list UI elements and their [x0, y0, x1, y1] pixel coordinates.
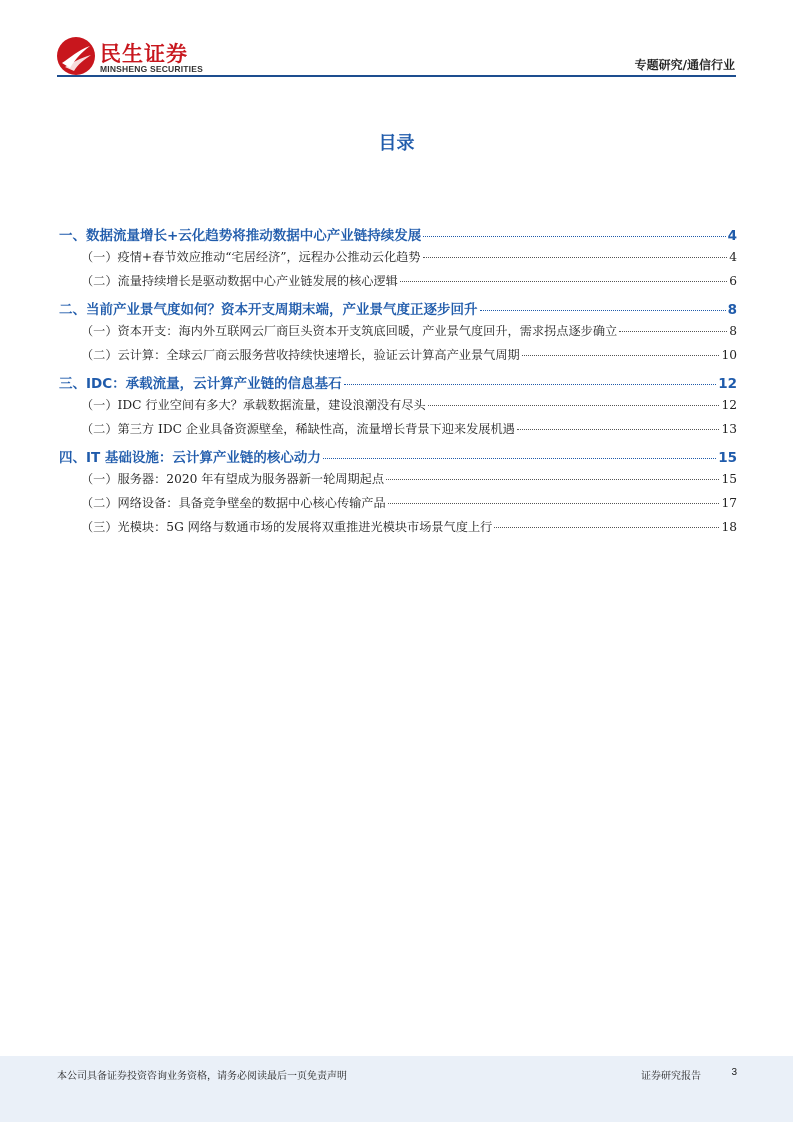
- toc-page-number: 8: [727, 302, 737, 318]
- toc-subsection-title: （二）流量持续增长是驱动数据中心产业链发展的核心逻辑: [81, 274, 398, 288]
- toc-page-number: 8: [729, 324, 737, 338]
- toc-page-number: 4: [727, 228, 737, 244]
- report-category: 专题研究/通信行业: [634, 58, 735, 72]
- toc-subsection-title: （二）云计算：全球云厂商云服务营收持续快速增长，验证云计算高产业景气周期: [81, 348, 520, 362]
- toc-leader-dots: [480, 310, 726, 311]
- footer-disclaimer: 本公司具备证券投资咨询业务资格，请务必阅读最后一页免责声明: [57, 1071, 347, 1082]
- toc-section-title: 三、IDC：承载流量，云计算产业链的信息基石: [59, 376, 342, 392]
- toc-subsection[interactable]: [59, 322, 737, 346]
- toc-subsection[interactable]: [59, 248, 737, 272]
- toc-leader-dots: [423, 257, 728, 258]
- toc-subsection-title: （一）IDC 行业空间有多大？承载数据流量，建设浪潮没有尽头: [81, 398, 426, 412]
- table-of-contents: [59, 224, 737, 542]
- toc-page-number: 18: [721, 520, 737, 534]
- toc-section[interactable]: [59, 446, 737, 470]
- toc-subsection-title: （二）第三方 IDC 企业具备资源壁垒，稀缺性高，流量增长背景下迎来发展机遇: [81, 422, 515, 436]
- toc-subsection[interactable]: [59, 470, 737, 494]
- toc-subsection[interactable]: [59, 420, 737, 444]
- logo-chinese-name: 民生证券: [100, 42, 188, 66]
- toc-section[interactable]: [59, 298, 737, 322]
- toc-subsection[interactable]: [59, 272, 737, 296]
- header-divider: [57, 75, 736, 77]
- footer-band: [0, 1056, 793, 1122]
- toc-section-title: 二、当前产业景气度如何？资本开支周期末端，产业景气度正逐步回升: [59, 302, 478, 318]
- toc-subsection[interactable]: [59, 494, 737, 518]
- toc-leader-dots: [386, 479, 719, 480]
- toc-leader-dots: [423, 236, 725, 237]
- toc-subsection[interactable]: [59, 346, 737, 370]
- toc-section-title: 四、IT 基础设施：云计算产业链的核心动力: [59, 450, 321, 466]
- toc-page-number: 13: [721, 422, 737, 436]
- toc-page-number: 10: [721, 348, 737, 362]
- toc-leader-dots: [494, 527, 719, 528]
- toc-page-number: 12: [718, 376, 737, 392]
- toc-page-number: 6: [729, 274, 737, 288]
- toc-page-number: 4: [729, 250, 737, 264]
- logo-english-name: MINSHENG SECURITIES: [100, 64, 203, 74]
- toc-subsection[interactable]: [59, 396, 737, 420]
- toc-subsection[interactable]: [59, 518, 737, 542]
- toc-leader-dots: [323, 458, 716, 459]
- toc-section-title: 一、数据流量增长+云化趋势将推动数据中心产业链持续发展: [59, 228, 422, 244]
- toc-page-number: 17: [721, 496, 737, 510]
- toc-subsection-title: （二）网络设备：具备竞争壁垒的数据中心核心传输产品: [81, 496, 386, 510]
- toc-subsection-title: （三）光模块：5G 网络与数通市场的发展将双重推进光模块市场景气度上行: [81, 520, 493, 534]
- toc-leader-dots: [619, 331, 727, 332]
- page-title: 目录: [378, 133, 415, 154]
- toc-subsection-title: （一）疫情+春节效应推动“宅居经济”，远程办公推动云化趋势: [81, 250, 421, 264]
- footer-report-label: 证券研究报告: [641, 1071, 701, 1082]
- toc-leader-dots: [517, 429, 720, 430]
- toc-leader-dots: [522, 355, 720, 356]
- toc-page-number: 15: [721, 472, 737, 486]
- toc-subsection-title: （一）服务器：2020 年有望成为服务器新一轮周期起点: [81, 472, 385, 486]
- toc-leader-dots: [388, 503, 720, 504]
- toc-leader-dots: [400, 281, 727, 282]
- toc-section[interactable]: [59, 224, 737, 248]
- toc-leader-dots: [344, 384, 717, 385]
- toc-section[interactable]: [59, 372, 737, 396]
- company-logo: [56, 34, 216, 78]
- toc-subsection-title: （一）资本开支：海内外互联网云厂商巨头资本开支筑底回暖，产业景气度回升，需求拐点逐步确立: [81, 324, 618, 338]
- footer-page-number: 3: [731, 1067, 737, 1078]
- minsheng-logo-icon: [56, 36, 96, 76]
- toc-page-number: 15: [718, 450, 737, 466]
- toc-page-number: 12: [721, 398, 737, 412]
- toc-leader-dots: [428, 405, 720, 406]
